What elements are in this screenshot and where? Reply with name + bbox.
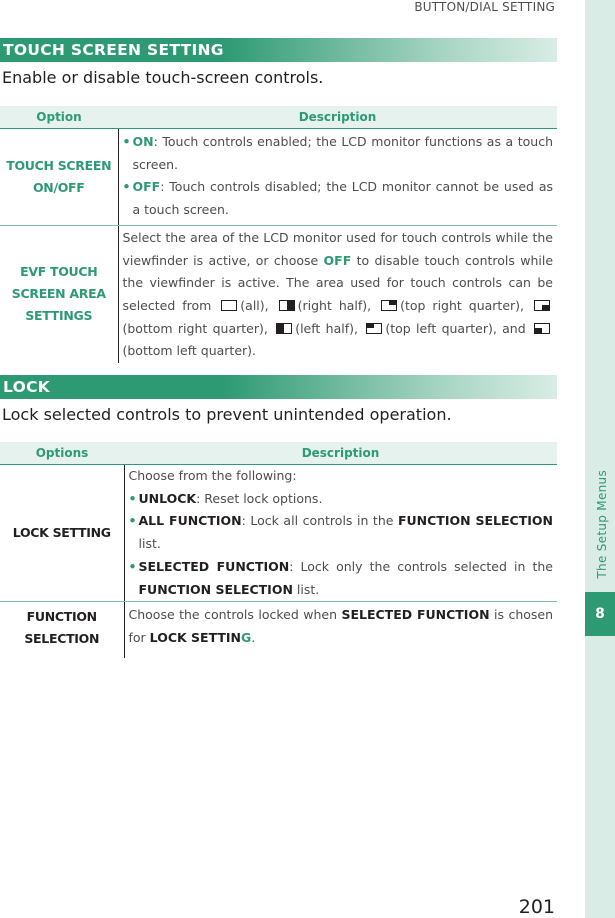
description-text: is chosen for	[128, 607, 554, 645]
column-header-option: Option	[0, 106, 118, 129]
column-header-description: Description	[124, 442, 557, 465]
table-header	[0, 442, 557, 465]
area-label: (right half),	[297, 297, 372, 313]
option-description	[124, 602, 557, 659]
description-text: .	[251, 629, 256, 645]
option-description	[118, 225, 557, 363]
area-label: (left half),	[295, 320, 358, 336]
section-intro-lock: Lock selected controls to prevent unintended operation.	[2, 405, 452, 424]
area-label: (all),	[240, 297, 269, 313]
area-label: (top right quarter),	[400, 297, 525, 313]
table-header	[0, 106, 557, 129]
bullet-text: : Reset lock options.	[196, 490, 323, 506]
option-description	[118, 129, 557, 226]
area-top-left-icon	[366, 323, 382, 334]
side-tab	[585, 0, 615, 918]
option-value: LOCK SETTIN	[149, 629, 242, 645]
chapter-number: 8	[585, 592, 615, 636]
area-bottom-left-icon	[534, 323, 550, 334]
bullet-text: list.	[138, 536, 161, 552]
option-name: LOCK SETTING	[0, 465, 124, 602]
bullet-item	[123, 176, 554, 221]
area-label: (bottom left quarter).	[122, 343, 257, 359]
bullet-item	[129, 556, 554, 601]
description-lead: Choose from the following:	[128, 468, 297, 483]
table-row	[0, 602, 557, 659]
page-number: 201	[518, 896, 555, 918]
area-bottom-right-icon	[534, 300, 550, 311]
bullet-dot: •	[128, 513, 137, 529]
bullet-item	[123, 131, 554, 176]
option-value: ON	[132, 134, 154, 149]
area-label: (bottom right quarter),	[122, 320, 268, 336]
section-intro-touch-screen: Enable or disable touch-screen controls.	[2, 68, 324, 87]
column-header-description: Description	[118, 106, 557, 129]
bullet-dot: •	[122, 179, 131, 195]
description-text: Select the area of the LCD monitor used for touch controls while the viewfinder is active, or choose	[122, 229, 553, 268]
touch-screen-table	[0, 106, 557, 363]
area-left-half-icon	[276, 323, 292, 334]
bullet-dot: •	[128, 490, 137, 506]
table-row	[0, 225, 557, 363]
bullet-text: : Lock all controls in the	[241, 513, 398, 529]
area-label: (top left quarter), and	[385, 320, 526, 336]
lock-table	[0, 442, 557, 658]
bullet-item	[129, 488, 554, 511]
option-value: OFF	[323, 252, 352, 268]
bullet-text: list.	[292, 581, 320, 597]
area-all-icon	[221, 300, 237, 311]
description-text: Choose the controls locked when	[128, 607, 342, 623]
bullet-text: : Lock only the controls selected in the	[289, 558, 553, 574]
option-name: TOUCH SCREEN ON/OFF	[0, 129, 118, 226]
option-name: FUNCTION SELECTION	[0, 602, 124, 659]
bullet-item	[129, 510, 554, 555]
bullet-dot: •	[122, 134, 131, 149]
section-title-lock: LOCK	[0, 375, 557, 399]
table-row	[0, 465, 557, 602]
option-value: SELECTED FUNCTION	[341, 607, 490, 623]
table-row	[0, 129, 557, 226]
side-tab-label: The Setup Menus	[595, 470, 609, 579]
option-value-last-letter: G	[241, 629, 252, 645]
running-head: BUTTON/DIAL SETTING	[414, 0, 555, 14]
option-value: ALL FUNCTION	[138, 513, 242, 529]
bullet-text: : Touch controls disabled; the LCD monitor cannot be used as a touch screen.	[132, 179, 553, 218]
option-value: FUNCTION SELECTION	[397, 513, 553, 529]
option-value: OFF	[132, 179, 161, 195]
option-value: UNLOCK	[138, 490, 197, 506]
option-name: EVF TOUCH SCREEN AREA SETTINGS	[0, 225, 118, 363]
option-value: SELECTED FUNCTION	[138, 558, 290, 574]
column-header-option: Options	[0, 442, 124, 465]
option-description	[124, 465, 557, 602]
area-top-right-icon	[381, 300, 397, 311]
area-right-half-icon	[279, 300, 295, 311]
bullet-dot: •	[128, 558, 137, 574]
option-value: FUNCTION SELECTION	[138, 581, 293, 597]
description-text: to disable touch controls while the viewfinder is active. The area used for touch controls can be selected from	[122, 252, 554, 313]
section-title-touch-screen: TOUCH SCREEN SETTING	[0, 38, 557, 62]
bullet-text: : Touch controls enabled; the LCD monitor functions as a touch screen.	[132, 134, 553, 172]
